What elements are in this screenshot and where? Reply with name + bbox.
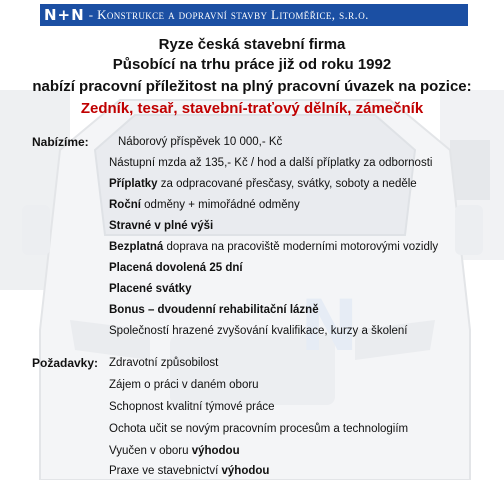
requirement-item: Zájem o práci v daném oboru bbox=[109, 379, 259, 391]
offer-item: Nástupní mzda až 135,- Kč / hod a další příplatky za odbornosti bbox=[109, 157, 433, 169]
offer-item: Bezplatná doprava na pracoviště moderními motorovými vozidly bbox=[109, 241, 439, 253]
offer-item: Náborový příspěvek 10 000,- Kč bbox=[118, 136, 283, 148]
headline-line-2: Působící na trhu práce již od roku 1992 bbox=[112, 56, 392, 73]
company-banner bbox=[40, 4, 468, 26]
requirement-item: Zdravotní způsobilost bbox=[109, 357, 219, 369]
offer-item: Stravné v plné výši bbox=[109, 220, 214, 232]
offer-item: Bonus – dvoudenní rehabilitační lázně bbox=[109, 304, 319, 316]
company-name: - Konstrukce a dopravní stavby Litoměřice, s.r.o. bbox=[88, 7, 369, 22]
job-positions: Zedník, tesař, stavební-traťový dělník, zámečník bbox=[80, 100, 424, 117]
company-logo: N+N bbox=[44, 6, 85, 24]
headline-line-3: nabízí pracovní příležitost na plný pracovní úvazek na pozice: bbox=[32, 78, 472, 95]
requirement-item: Vyučen v oboru výhodou bbox=[109, 445, 240, 457]
offer-item: Společností hrazené zvyšování kvalifikace, kurzy a školení bbox=[109, 325, 408, 337]
offer-label: Nabízíme: bbox=[32, 135, 89, 149]
requirement-item: Praxe ve stavebnictví výhodou bbox=[109, 465, 270, 477]
requirement-item: Ochota učit se novým pracovním procesům a technologiím bbox=[109, 423, 409, 435]
requirement-item: Schopnost kvalitní týmové práce bbox=[109, 401, 275, 413]
offer-item: Roční odměny + mimořádné odměny bbox=[109, 199, 300, 211]
headline-line-1: Ryze česká stavební firma bbox=[158, 36, 346, 53]
offer-item: Příplatky za odpracované přesčasy, svátky, soboty a neděle bbox=[109, 178, 417, 190]
offer-item: Placené svátky bbox=[109, 283, 192, 295]
requirements-label: Požadavky: bbox=[32, 356, 99, 370]
offer-item: Placená dovolená 25 dní bbox=[109, 262, 243, 274]
svg-text:N: N bbox=[300, 285, 359, 367]
